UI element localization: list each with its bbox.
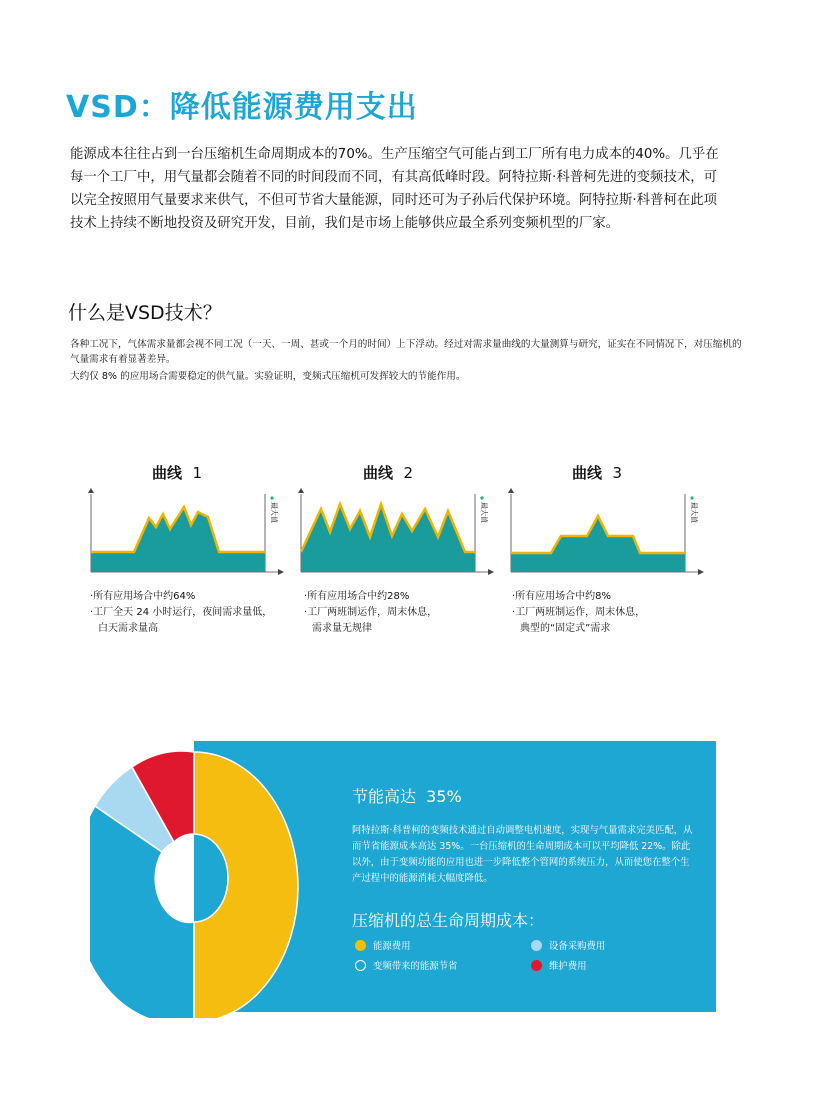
curve-3-axis-label: 最大值 (690, 502, 698, 523)
curve-3-max-dot (690, 496, 693, 499)
legend-item-energy (355, 938, 411, 952)
legend-dot-maintenance (531, 960, 542, 971)
section-title: 什么是VSD技术？ (68, 302, 222, 324)
panel-subtitle: 压缩机的总生命周期成本： (352, 911, 545, 930)
curve-2-bullet-2: ·工厂两班制运作，周末休息， (304, 607, 438, 618)
curve-1-axis-label: 最大值 (270, 502, 278, 523)
legend-item-savings (355, 958, 457, 972)
curve-2-x-arrow (488, 569, 494, 575)
curve-3-title (572, 462, 622, 483)
curve-2-max-dot (480, 496, 483, 499)
legend-dot-energy (355, 940, 366, 951)
curve-1-bullet-3: 白天需求量高 (98, 623, 158, 634)
section-paragraph-1: 各种工况下，气体需求量都会视不同工况（一天、一周、甚或一个月的时间）上下浮动。经过对需求量曲线的大量测算与研究，证实在不同情况下，对压缩机的气量需求有着显著差异。 (70, 339, 742, 365)
legend-label-savings: 变频带来的能源节省 (373, 961, 458, 972)
legend-item-equipment (531, 938, 605, 952)
legend-dot-savings (355, 960, 366, 971)
curve-2-chart (298, 488, 498, 578)
curve-1-y-arrow (88, 488, 94, 493)
curve-1-chart (88, 488, 288, 578)
legend-label-equipment: 设备采购费用 (549, 941, 606, 952)
donut-chart (90, 738, 300, 1018)
curve-3-title-label: 曲线 (572, 464, 603, 482)
donut-slice-energy (194, 752, 298, 1018)
legend-label-energy: 能源费用 (373, 941, 411, 952)
curve-3-chart (508, 488, 708, 578)
curve-3-bullet-2: ·工厂两班制运作，周末休息， (512, 607, 646, 618)
curve-3-bullet-3: 典型的“固定式”需求 (520, 623, 611, 634)
curve-1-bullet-1: ·所有应用场合中约64% (90, 591, 196, 602)
legend-dot-equipment (531, 940, 542, 951)
curve-2-y-arrow (298, 488, 304, 493)
curve-3-x-arrow (698, 569, 704, 575)
curve-1-max-dot (270, 496, 273, 499)
curve-2-bullets (304, 589, 437, 637)
curve-2-bullet-3: 需求量无规律 (312, 623, 372, 634)
curve-3-title-num: 3 (612, 464, 623, 482)
curve-1-bullets (90, 589, 272, 637)
curve-1-title-num: 1 (192, 464, 203, 482)
curve-1-title (152, 462, 202, 483)
page-title: VSD：降低能源费用支出 (66, 90, 418, 125)
curve-2-title-num: 2 (403, 464, 414, 482)
curve-2-title-label: 曲线 (363, 464, 394, 482)
curve-1-title-label: 曲线 (152, 464, 183, 482)
curve-3-area (511, 516, 685, 572)
curve-1-bullet-2: ·工厂全天 24 小时运行，夜间需求量低， (90, 607, 273, 618)
curve-3-bullets (512, 589, 645, 637)
curve-3-y-arrow (508, 488, 514, 493)
section-paragraph-2: 大约仅 8% 的应用场合需要稳定的供气量。实验证明，变频式压缩机可发挥较大的节能作用。 (70, 371, 466, 382)
intro-paragraph: 能源成本往往占到一台压缩机生命周期成本的70%。生产压缩空气可能占到工厂所有电力成本的40%。几乎在每一个工厂中，用气量都会随着不同的时间段而不同，有其高低峰时段。阿特拉斯·科普柯先进的变频技术，可以完全按照用气量要求来供气，不但可节省大量能源，同时还可为子孙后代保护环境。阿特拉斯·科普柯在此项技术上持续不断地投资及研究开发，目前，我们是市场上能够供应最全系列变频机型的厂家。 (70, 147, 719, 231)
curve-2-title (363, 462, 413, 483)
panel-text: 阿特拉斯·科普柯的变频技术通过自动调整电机速度，实现与气量需求完美匹配，从而节省能源成本高达 35%。一台压缩机的生命周期成本可以平均降低 22%。除此以外，由于变频功能的应用也进一步降低整个管网的系统压力，从而使您在整个生产过程中的能源消耗大幅度降低。 (352, 825, 693, 884)
curve-1-x-arrow (278, 569, 284, 575)
curve-2-axis-label: 最大值 (480, 502, 488, 523)
legend-label-maintenance: 维护费用 (549, 961, 587, 972)
panel-title: 节能高达 35% (352, 787, 462, 806)
curve-2-bullet-1: ·所有应用场合中约28% (304, 591, 410, 602)
legend-item-maintenance (531, 958, 587, 972)
curve-3-bullet-1: ·所有应用场合中约8% (512, 591, 612, 602)
